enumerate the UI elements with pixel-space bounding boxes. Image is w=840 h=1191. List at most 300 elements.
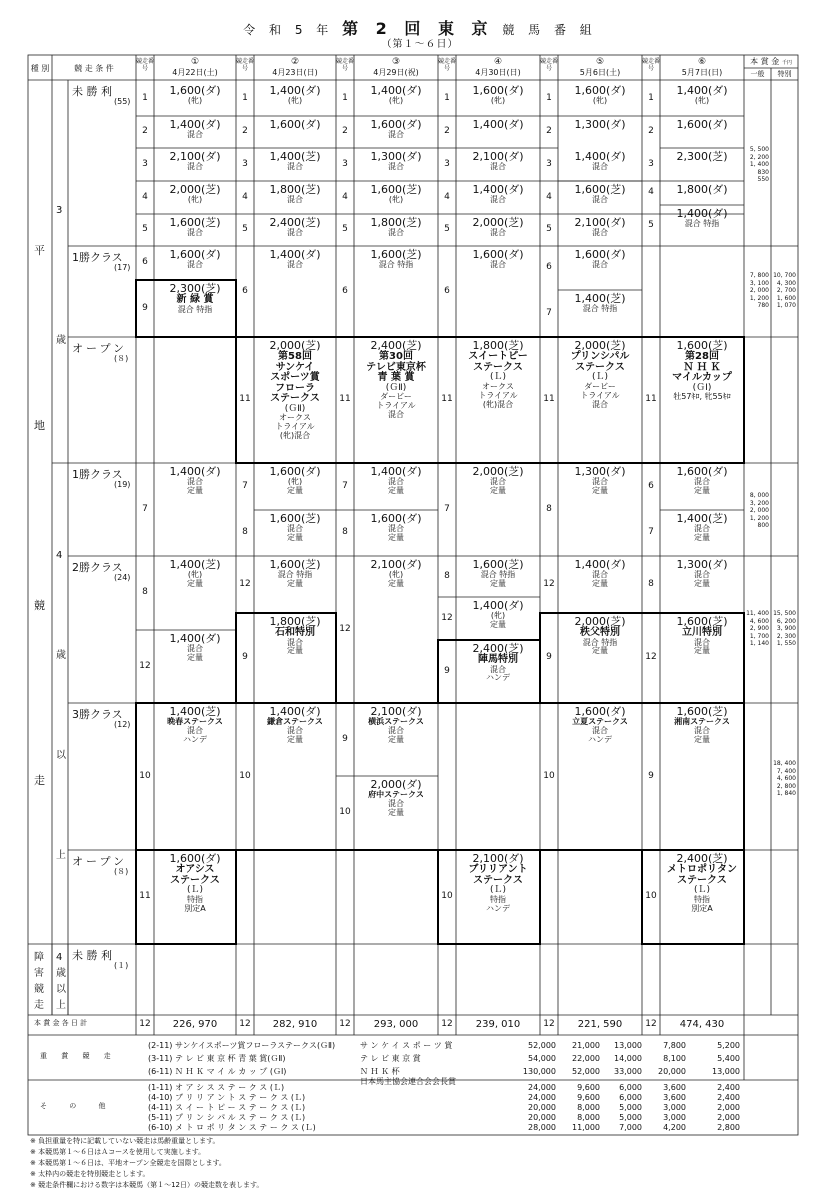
older-win2-7-weight: 定量 — [490, 619, 506, 629]
older-win2-2-distance: 1,400(ダ) — [169, 632, 221, 645]
prize-maiden: 5, 500 2, 200 1, 400 830 550 — [749, 146, 769, 183]
total-day2-races: 12 — [239, 1019, 251, 1029]
older-win2-8[interactable] — [456, 643, 540, 683]
stakes-day4-grade: (Ｌ) — [489, 372, 507, 383]
older-win2-8-conditions: 混合 — [490, 664, 506, 674]
race-d2r4-conditions: 混合 — [287, 195, 303, 205]
header-day-2-number: ② — [290, 57, 300, 67]
older-win3-6-number: 9 — [648, 770, 654, 781]
older-win2-4-weight: 定量 — [287, 646, 303, 656]
older-win3-4-name: 府中ステークス — [368, 790, 424, 800]
prize-win1-3yo-general: 7, 800 3, 100 2, 000 1, 200 780 — [749, 272, 769, 309]
race-d1r5-distance: 1,600(芝) — [169, 216, 221, 229]
older-win1-5-weight: 定量 — [388, 532, 404, 542]
race-d2r6[interactable] — [254, 249, 336, 270]
race-d1r9[interactable] — [154, 283, 236, 314]
older-win3-4-weight: 定量 — [388, 807, 404, 817]
stakes-row-1-prize-1: 52,000 — [528, 1041, 556, 1050]
side-age4-4: 上 — [56, 850, 66, 861]
page-subtitle: （第１～６日） — [381, 39, 459, 50]
race-d2r4-distance: 1,800(芝) — [269, 183, 321, 196]
older-win2-12[interactable] — [660, 616, 744, 656]
race-d6r2[interactable] — [660, 119, 744, 131]
older-win1-2-weight: 定量 — [287, 485, 303, 495]
older-open-3-grade: (Ｌ) — [693, 885, 711, 896]
older-win1-4-number: 7 — [342, 480, 348, 491]
race-d1r9-number: 9 — [142, 302, 148, 313]
stakes-row-2-prize-2: 22,000 — [572, 1054, 600, 1063]
class-win1-3yo-count: (17) — [114, 263, 131, 272]
older-win3-6-name: 湘南ステークス — [674, 717, 730, 727]
race-d4r2-distance: 1,400(ダ) — [472, 118, 524, 131]
older-open-3-name1: メトロポリタン — [667, 864, 737, 876]
older-win2-1[interactable] — [154, 559, 236, 589]
older-win2-10[interactable] — [558, 616, 642, 656]
stakes-day2[interactable] — [254, 340, 336, 441]
race-d5r1[interactable] — [558, 85, 642, 106]
side-obstacle: 障 害 競 走 — [34, 952, 44, 1011]
stakes-day3-l2: テレビ東京杯 — [366, 361, 426, 373]
older-win1-2-number: 7 — [242, 480, 248, 491]
race-d2r1-number: 1 — [242, 93, 248, 103]
race-d2r1[interactable] — [254, 85, 336, 106]
race-d4r3[interactable] — [456, 151, 540, 172]
race-d3r2[interactable] — [354, 119, 438, 140]
race-d5r6[interactable] — [558, 249, 642, 270]
class-obstacle-maiden-count: (１) — [114, 961, 129, 970]
older-win2-5[interactable] — [354, 559, 438, 589]
race-d3r4[interactable] — [354, 184, 438, 205]
older-win3-1-conditions: 混合 — [187, 725, 203, 735]
race-d4r1[interactable] — [456, 85, 540, 106]
older-win1-6-conditions: 混合 — [490, 477, 506, 487]
header-prize-special: 特別 — [777, 70, 792, 78]
race-d6r1[interactable] — [660, 85, 744, 106]
older-win3-2[interactable] — [254, 706, 336, 744]
older-win1-9-weight: 定量 — [694, 532, 710, 542]
class-win2-count: (24) — [114, 573, 131, 582]
older-win2-4-conditions: 混合 — [287, 637, 303, 647]
older-win3-5-number: 10 — [543, 770, 555, 781]
stakes-row-2-prize-4: 8,100 — [663, 1054, 686, 1063]
race-d3r3-conditions: 混合 — [388, 162, 404, 172]
race-d2r3[interactable] — [254, 151, 336, 172]
race-d5r1-number: 1 — [546, 93, 552, 103]
stakes-day4[interactable] — [456, 340, 540, 409]
race-d1r2-number: 2 — [142, 126, 148, 136]
older-win3-6-distance: 1,600(芝) — [676, 705, 728, 718]
older-win2-3-distance: 1,600(芝) — [269, 558, 321, 571]
totals-label: 本 賞 金 各 日 計 — [34, 1019, 88, 1027]
stakes-day4-note2: トライアル — [478, 390, 518, 400]
older-win2-10-conditions: 混合 特指 — [582, 637, 618, 647]
older-open-2-weight: ハンデ — [486, 903, 510, 913]
stakes-day6-grade: (ＧⅠ) — [692, 382, 712, 393]
older-win2-4-number: 9 — [242, 652, 248, 662]
older-win1-9[interactable] — [660, 513, 744, 543]
race-d5r7[interactable] — [558, 293, 642, 314]
race-d3r3-distance: 1,300(ダ) — [370, 150, 422, 163]
older-open-2[interactable] — [456, 853, 540, 914]
older-win2-10-number: 9 — [546, 652, 552, 662]
side-age3-1: 3 — [56, 205, 63, 216]
older-win2-11-weight: 定量 — [694, 578, 710, 588]
header-day-1-number: ① — [190, 57, 200, 67]
older-win3-2-distance: 1,400(ダ) — [269, 705, 321, 718]
others-row-3-prize-3: 5,000 — [619, 1103, 642, 1112]
stakes-day2-note2: トライアル — [275, 422, 315, 432]
stakes-day5-l1: プリンシパル — [570, 351, 630, 363]
older-win3-4-distance: 2,000(ダ) — [370, 778, 422, 791]
older-open-3[interactable] — [660, 853, 744, 914]
race-d2r4[interactable] — [254, 184, 336, 205]
older-win1-8-weight: 定量 — [694, 485, 710, 495]
race-d2r5[interactable] — [254, 217, 336, 238]
others-row-2-prize-2: 9,600 — [577, 1093, 600, 1102]
header-day-6-number: ⑥ — [697, 57, 707, 67]
race-d5r5[interactable] — [558, 217, 642, 238]
older-win1-6-weight: 定量 — [490, 485, 506, 495]
race-d1r6-number: 6 — [142, 257, 148, 267]
older-open-2-name2: ステークス — [473, 874, 523, 886]
older-win2-11[interactable] — [660, 559, 744, 589]
others-row-1-prize-4: 3,600 — [663, 1083, 686, 1092]
class-maiden-count: (55) — [114, 97, 131, 106]
race-d1r4-conditions: (牝) — [187, 195, 203, 205]
side-age4-1: 4 — [56, 550, 63, 561]
older-win1-2[interactable] — [254, 466, 336, 496]
race-d6r5[interactable] — [660, 208, 744, 229]
race-d2r6-conditions: 混合 — [287, 260, 303, 270]
race-d5r5-conditions: 混合 — [592, 228, 608, 238]
older-open-2-distance: 2,100(ダ) — [472, 852, 524, 865]
race-d3r4-distance: 1,600(芝) — [370, 183, 422, 196]
race-d4r5-conditions: 混合 — [490, 228, 506, 238]
race-d1r3-distance: 2,100(ダ) — [169, 150, 221, 163]
older-win1-4-conditions: 混合 — [388, 477, 404, 487]
race-d1r3[interactable] — [154, 151, 236, 172]
race-d4r6-number: 6 — [444, 285, 450, 296]
older-win2-9-number: 12 — [543, 578, 555, 589]
total-day5-prize: 221, 590 — [577, 1019, 623, 1030]
stakes-row-3-prize-5: 13,000 — [712, 1067, 740, 1076]
older-win3-1[interactable] — [154, 706, 236, 744]
side-flat-4: 走 — [34, 774, 45, 787]
older-win2-6[interactable] — [456, 559, 540, 589]
race-d2r2[interactable] — [254, 119, 336, 131]
stakes-day3-conditions: 混合 — [388, 410, 404, 420]
stakes-day2-l4: フローラ — [275, 382, 315, 394]
older-win2-2-number: 12 — [139, 660, 151, 671]
stakes-day6-distance: 1,600(芝) — [676, 339, 728, 352]
others-row-2-race: (4-10) ブ リ リ ア ン ト ス テ ー ク ス (Ｌ) — [148, 1093, 306, 1102]
header-race-no-5: 競走番号 — [540, 58, 559, 72]
race-d4r5[interactable] — [456, 217, 540, 238]
others-row-4-prize-3: 5,000 — [619, 1113, 642, 1122]
older-win1-5[interactable] — [354, 513, 438, 543]
race-d4r1-distance: 1,600(ダ) — [472, 84, 524, 97]
total-day5-races: 12 — [543, 1019, 555, 1029]
stakes-row-3-prize-2: 52,000 — [572, 1067, 600, 1076]
older-win3-1-name: 晩春ステークス — [167, 717, 223, 727]
race-d5r4[interactable] — [558, 184, 642, 205]
stakes-row-1-cup: サ ン ケ イ ス ポ ー ツ 賞 — [360, 1041, 453, 1050]
race-d5r3[interactable] — [558, 151, 642, 172]
race-d4r6[interactable] — [456, 249, 540, 270]
older-win3-5[interactable] — [558, 706, 642, 744]
older-open-1-number: 11 — [139, 891, 151, 901]
class-win1-older-count: (19) — [114, 480, 131, 489]
older-win1-7-weight: 定量 — [592, 485, 608, 495]
others-row-2-prize-1: 24,000 — [528, 1093, 556, 1102]
others-row-2-prize-4: 3,600 — [663, 1093, 686, 1102]
older-open-1-name1: オアシス — [175, 864, 215, 876]
race-d5r2-distance: 1,300(ダ) — [574, 118, 626, 131]
older-win1-9-distance: 1,400(芝) — [676, 512, 728, 525]
others-row-4-race: (5-11) プ リ ン シ パ ル ス テ ー ク ス (Ｌ) — [148, 1113, 306, 1122]
race-d1r5[interactable] — [154, 217, 236, 238]
total-day3-races: 12 — [339, 1019, 351, 1029]
page-title: 令 和 5 年 第 2 回 東 京 競 馬 番 組 — [243, 19, 597, 38]
older-win2-9-weight: 定量 — [592, 578, 608, 588]
older-open-1-grade: (Ｌ) — [186, 885, 204, 896]
older-open-3-conditions: 特指 — [694, 894, 710, 904]
stakes-row-2-cup: テ レ ビ 東 京 賞 — [360, 1054, 421, 1063]
race-d5r3-distance: 1,400(ダ) — [574, 150, 626, 163]
older-win1-6-distance: 2,000(芝) — [472, 465, 524, 478]
older-win2-12-number: 12 — [645, 652, 657, 662]
header-day-3-number: ③ — [391, 57, 401, 67]
older-win2-10-distance: 2,000(芝) — [574, 615, 626, 628]
older-win3-6-conditions: 混合 — [694, 725, 710, 735]
older-win1-3[interactable] — [254, 513, 336, 543]
header-race-no-3: 競走番号 — [336, 58, 355, 72]
race-d3r3[interactable] — [354, 151, 438, 172]
side-age3-2: 歳 — [56, 335, 66, 346]
header-day-1-date: 4月22日(土) — [172, 68, 218, 77]
header-race-no-6: 競走番号 — [642, 58, 661, 72]
race-d6r3[interactable] — [660, 151, 744, 163]
total-day1-races: 12 — [139, 1019, 151, 1029]
race-d3r5-number: 5 — [342, 224, 348, 234]
header-day-4-date: 4月30日(日) — [475, 68, 521, 77]
stakes-day6[interactable] — [660, 340, 744, 402]
older-win3-1-distance: 1,400(芝) — [169, 705, 221, 718]
older-win1-8-distance: 1,600(ダ) — [676, 465, 728, 478]
race-d1r4[interactable] — [154, 184, 236, 205]
older-open-1[interactable] — [154, 853, 236, 914]
older-win1-3-weight: 定量 — [287, 532, 303, 542]
race-d1r3-conditions: 混合 — [187, 162, 203, 172]
others-row-5-prize-1: 28,000 — [528, 1123, 556, 1132]
stakes-row-1-prize-2: 21,000 — [572, 1041, 600, 1050]
race-d3r2-distance: 1,600(ダ) — [370, 118, 422, 131]
others-row-5-prize-5: 2,800 — [717, 1123, 740, 1132]
stakes-row-2-race: (3-11) テ レ ビ 東 京 杯 青 葉 賞(ＧⅡ) — [148, 1054, 286, 1063]
others-row-4-prize-1: 20,000 — [528, 1113, 556, 1122]
older-open-1-distance: 1,600(ダ) — [169, 852, 221, 865]
race-d3r5-distance: 1,800(芝) — [370, 216, 422, 229]
others-row-5-prize-3: 7,000 — [619, 1123, 642, 1132]
older-open-2-grade: (Ｌ) — [489, 885, 507, 896]
prize-win3: 18, 400 7, 400 4, 600 2, 800 1, 840 — [773, 760, 796, 797]
race-d1r2[interactable] — [154, 119, 236, 140]
stakes-day2-l3: スポーツ賞 — [270, 372, 320, 384]
prize-win2-special: 15, 500 6, 200 3, 900 2, 300 1, 550 — [773, 610, 796, 647]
side-flat-2: 地 — [34, 419, 45, 432]
older-win1-1[interactable] — [154, 466, 236, 496]
older-win2-3[interactable] — [254, 559, 336, 589]
older-win2-12-conditions: 混合 — [694, 637, 710, 647]
older-win1-3-number: 8 — [242, 527, 248, 537]
stakes-day2-l2: サンケイ — [275, 361, 315, 373]
older-win3-5-conditions: 混合 — [592, 725, 608, 735]
older-win1-9-conditions: 混合 — [694, 524, 710, 534]
older-open-3-weight: 別定A — [691, 903, 713, 913]
stakes-day3-note1: ダービー — [380, 392, 412, 402]
race-d5r2[interactable] — [558, 119, 642, 131]
race-d5r6-number: 6 — [546, 262, 552, 272]
older-win2-2[interactable] — [154, 633, 236, 663]
race-d1r1-conditions: (牝) — [187, 96, 203, 106]
total-day4-races: 12 — [441, 1019, 453, 1029]
race-d5r4-distance: 1,600(芝) — [574, 183, 626, 196]
older-win3-2-name: 鎌倉ステークス — [267, 717, 323, 727]
older-win2-9-conditions: 混合 — [592, 570, 608, 580]
older-win2-4[interactable] — [254, 616, 336, 656]
older-win1-4-weight: 定量 — [388, 485, 404, 495]
race-d3r6[interactable] — [354, 249, 438, 270]
stakes-row-3-prize-3: 33,000 — [614, 1067, 642, 1076]
older-win1-1-weight: 定量 — [187, 485, 203, 495]
prize-win1-3yo-special: 10, 700 4, 300 2, 700 1, 600 1, 070 — [773, 272, 796, 309]
older-win1-1-conditions: 混合 — [187, 477, 203, 487]
race-d6r4[interactable] — [660, 184, 744, 196]
older-open-1-name2: ステークス — [170, 874, 220, 886]
stakes-day2-conditions: (牝)混合 — [279, 431, 311, 441]
stakes-day5-conditions: 混合 — [592, 399, 608, 409]
older-win3-4-conditions: 混合 — [388, 798, 404, 808]
race-d1r6[interactable] — [154, 249, 236, 270]
older-win1-4[interactable] — [354, 466, 438, 496]
older-win1-5-distance: 1,600(ダ) — [370, 512, 422, 525]
race-d4r1-conditions: (牝) — [490, 96, 506, 106]
race-d3r5[interactable] — [354, 217, 438, 238]
race-d5r1-distance: 1,600(ダ) — [574, 84, 626, 97]
older-win1-1-number: 7 — [142, 503, 148, 514]
race-d4r6-distance: 1,600(ダ) — [472, 248, 524, 261]
race-d2r3-distance: 1,400(芝) — [269, 150, 321, 163]
header-day-3-date: 4月29日(祝) — [373, 68, 419, 77]
older-win2-9-distance: 1,400(ダ) — [574, 558, 626, 571]
race-d5r6-distance: 1,600(ダ) — [574, 248, 626, 261]
header-day-2-date: 4月23日(日) — [272, 68, 318, 77]
header-day-5-date: 5月6日(土) — [579, 68, 621, 77]
older-win2-5-conditions: (牝) — [388, 570, 404, 580]
header-race-no-4: 競走番号 — [438, 58, 457, 72]
older-win1-3-distance: 1,600(芝) — [269, 512, 321, 525]
race-d2r1-distance: 1,400(ダ) — [269, 84, 321, 97]
side-age4-2: 歳 — [56, 650, 66, 661]
older-open-3-name2: ステークス — [677, 874, 727, 886]
older-win2-9[interactable] — [558, 559, 642, 589]
race-d6r2-distance: 1,600(ダ) — [676, 118, 728, 131]
race-d6r5-conditions: 混合 特指 — [684, 219, 720, 229]
class-maiden: 未 勝 利 — [72, 85, 112, 98]
race-d4r3-distance: 2,100(ダ) — [472, 150, 524, 163]
stakes-row-3-cup: Ｎ Ｈ Ｋ 杯 — [360, 1067, 400, 1076]
race-d5r5-number: 5 — [546, 224, 552, 234]
race-d2r6-number: 6 — [242, 285, 248, 296]
older-win3-3[interactable] — [354, 706, 438, 744]
class-win1-older: 1勝クラス — [72, 468, 123, 481]
others-row-5-prize-4: 4,200 — [663, 1123, 686, 1132]
older-win1-7[interactable] — [558, 466, 642, 496]
race-d1r2-distance: 1,400(ダ) — [169, 118, 221, 131]
others-row-1-prize-5: 2,400 — [717, 1083, 740, 1092]
older-win3-1-number: 10 — [139, 770, 151, 781]
race-d6r5-distance: 1,400(ダ) — [676, 207, 728, 220]
older-win2-12-weight: 定量 — [694, 646, 710, 656]
race-d4r2[interactable] — [456, 119, 540, 131]
older-win2-1-weight: 定量 — [187, 578, 203, 588]
race-d1r9-distance: 2,300(芝) — [169, 282, 221, 295]
race-d3r1[interactable] — [354, 85, 438, 106]
race-d4r4-conditions: 混合 — [490, 195, 506, 205]
older-open-2-number: 10 — [441, 891, 453, 901]
race-d1r1[interactable] — [154, 85, 236, 106]
race-d4r3-conditions: 混合 — [490, 162, 506, 172]
race-d4r4[interactable] — [456, 184, 540, 205]
stakes-day3-l1: 第30回 — [379, 351, 413, 363]
stakes-day2-number: 11 — [239, 394, 251, 404]
stakes-day6-l1: 第28回 — [685, 351, 719, 363]
older-win2-7[interactable] — [456, 600, 540, 630]
older-win2-12-distance: 1,600(芝) — [676, 615, 728, 628]
stakes-day2-distance: 2,000(芝) — [269, 339, 321, 352]
race-d4r4-distance: 1,400(ダ) — [472, 183, 524, 196]
stakes-day3[interactable] — [354, 340, 438, 420]
older-win3-3-number: 9 — [342, 733, 348, 744]
older-win1-5-conditions: 混合 — [388, 524, 404, 534]
race-d3r1-conditions: (牝) — [388, 96, 404, 106]
stakes-row-2-prize-1: 54,000 — [528, 1054, 556, 1063]
race-d6r2-number: 2 — [648, 126, 654, 136]
older-win3-2-conditions: 混合 — [287, 725, 303, 735]
side-flat-1: 平 — [34, 244, 45, 257]
older-win3-3-weight: 定量 — [388, 734, 404, 744]
older-win1-6[interactable] — [456, 466, 540, 496]
older-open-1-conditions: 特指 — [187, 894, 203, 904]
stakes-day5-grade: (Ｌ) — [591, 372, 609, 383]
older-win2-12-name: 立川特別 — [682, 627, 722, 639]
older-win3-3-distance: 2,100(ダ) — [370, 705, 422, 718]
older-open-3-distance: 2,400(芝) — [676, 852, 728, 865]
race-d5r3-conditions: 混合 — [592, 162, 608, 172]
stakes-day4-note1: オークス — [482, 381, 514, 391]
race-d3r6-distance: 1,600(芝) — [370, 248, 422, 261]
older-win1-8[interactable] — [660, 466, 744, 496]
older-win1-2-conditions: (牝) — [287, 477, 303, 487]
older-win3-6[interactable] — [660, 706, 744, 744]
stakes-day5[interactable] — [558, 340, 642, 409]
race-d5r7-conditions: 混合 特指 — [582, 304, 618, 314]
race-d1r4-distance: 2,000(芝) — [169, 183, 221, 196]
race-d3r6-conditions: 混合 特指 — [378, 260, 414, 270]
older-win3-4[interactable] — [354, 779, 438, 817]
stakes-day4-distance: 1,800(芝) — [472, 339, 524, 352]
older-win3-3-conditions: 混合 — [388, 725, 404, 735]
